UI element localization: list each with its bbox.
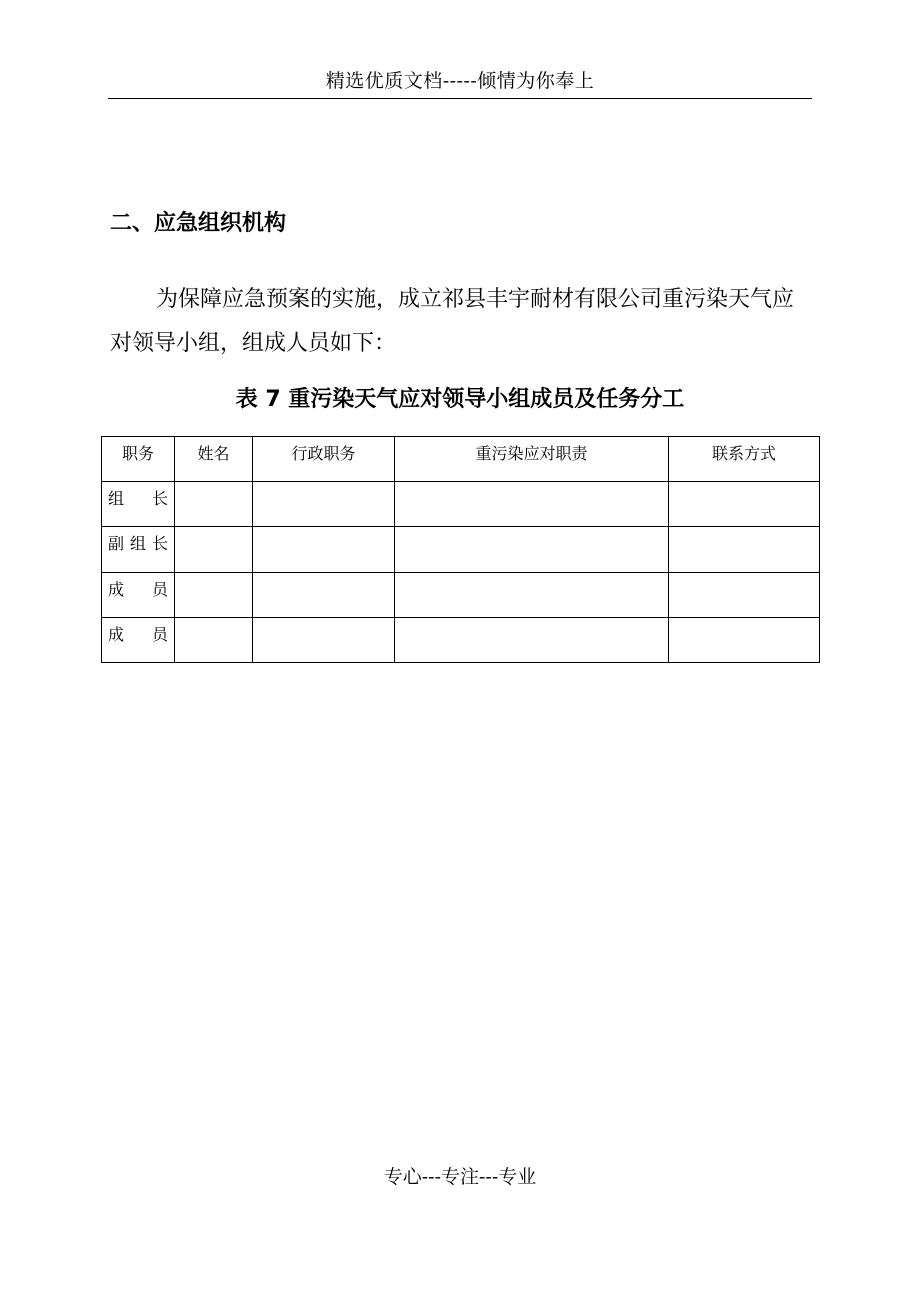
cell-role: 副组长 — [102, 527, 175, 573]
cell-contact — [669, 573, 820, 618]
table-row — [102, 618, 820, 663]
intro-paragraph: 为保障应急预案的实施，成立祁县丰宇耐材有限公司重污染天气应对领导小组，组成人员如下： — [110, 287, 795, 356]
table-row — [102, 573, 820, 618]
cell-name — [175, 618, 253, 663]
cell-duty — [395, 573, 669, 618]
table-header-row — [102, 437, 820, 482]
table-row — [102, 527, 820, 573]
column-header-contact: 联系方式 — [669, 437, 820, 482]
page-header: 精选优质文档-----倾情为你奉上 — [325, 70, 595, 92]
cell-role: 成 员 — [102, 618, 175, 663]
column-header-duty: 重污染应对职责 — [395, 437, 669, 482]
table-caption: 表 7 重污染天气应对领导小组成员及任务分工 — [235, 387, 685, 412]
cell-admin-position — [253, 482, 395, 527]
cell-contact — [669, 482, 820, 527]
cell-contact — [669, 618, 820, 663]
cell-name — [175, 482, 253, 527]
column-header-name: 姓名 — [175, 437, 253, 482]
column-header-admin-position: 行政职务 — [253, 437, 395, 482]
header-divider — [108, 98, 812, 99]
cell-admin-position — [253, 527, 395, 573]
cell-name — [175, 573, 253, 618]
cell-contact — [669, 527, 820, 573]
cell-duty — [395, 618, 669, 663]
leadership-group-table — [101, 436, 820, 663]
cell-role: 成 员 — [102, 573, 175, 618]
cell-admin-position — [253, 573, 395, 618]
section-title: 二、应急组织机构 — [110, 211, 287, 236]
cell-admin-position — [253, 618, 395, 663]
page-footer: 专心---专注---专业 — [383, 1166, 537, 1188]
cell-duty — [395, 482, 669, 527]
table-row — [102, 482, 820, 527]
column-header-role: 职务 — [102, 437, 175, 482]
cell-name — [175, 527, 253, 573]
cell-duty — [395, 527, 669, 573]
cell-role: 组 长 — [102, 482, 175, 527]
